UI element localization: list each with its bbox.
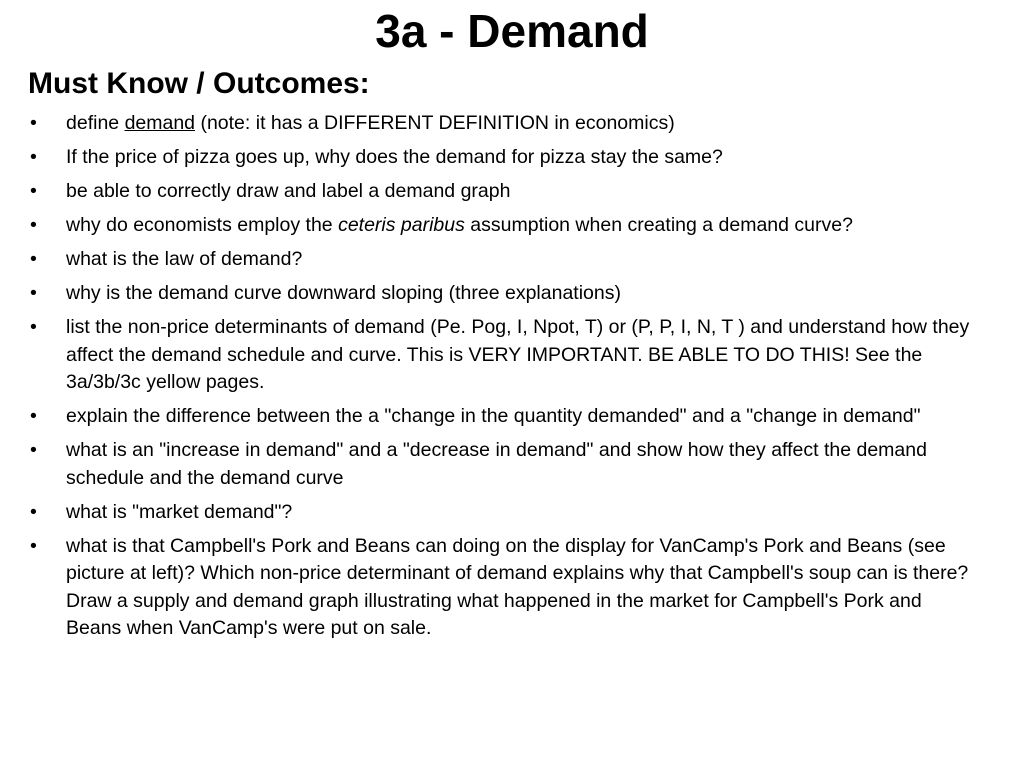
- bullet-icon: •: [30, 146, 37, 168]
- outcomes-list: [28, 110, 978, 649]
- bullet-icon: •: [30, 248, 37, 270]
- bullet-icon: •: [30, 500, 37, 523]
- list-item-text: what is the law of demand?: [66, 248, 303, 270]
- slide-title: 3a - Demand: [375, 5, 649, 57]
- list-item: [28, 144, 978, 172]
- list-item: [28, 178, 978, 206]
- list-item: [28, 403, 978, 431]
- list-item: [28, 499, 978, 527]
- list-item-text: define: [66, 112, 125, 134]
- list-item-text: If the price of pizza goes up, why does the demand for pizza stay the same?: [66, 146, 723, 168]
- list-item-text: what is an "increase in demand" and a "decrease in demand" and show how they affect the demand schedule and the demand curve: [66, 439, 927, 489]
- list-item-text: (note: it has a DIFFERENT DEFINITION in economics): [195, 112, 675, 134]
- list-item-text: why is the demand curve downward sloping (three explanations): [66, 282, 621, 304]
- list-item-text: why do economists employ the: [66, 214, 339, 236]
- list-item: [28, 212, 978, 240]
- list-item-text: explain the difference between the a "change in the quantity demanded" and a "change in demand": [66, 405, 921, 427]
- list-item-text: be able to correctly draw and label a demand graph: [66, 180, 511, 202]
- list-item-text: list the non-price determinants of demand (Pe. Pog, I, Npot, T) or (P, P, I, N, T ) and understand how they affect the demand schedule and curve. This is VERY IMPORTANT. BE ABLE TO DO THIS! See the 3a/3b/3c yellow pages.: [66, 316, 970, 393]
- bullet-icon: •: [30, 214, 37, 236]
- list-item: [28, 533, 978, 643]
- bullet-icon: •: [30, 112, 37, 134]
- list-item: [28, 246, 978, 274]
- bullet-icon: •: [30, 180, 37, 202]
- bullet-icon: •: [30, 439, 37, 461]
- bullet-icon: •: [30, 282, 37, 304]
- list-item: [28, 437, 978, 492]
- bullet-icon: •: [30, 316, 37, 338]
- bullet-icon: •: [30, 405, 37, 427]
- list-item-text: what is that Campbell's Pork and Beans can doing on the display for VanCamp's Pork and Beans (see picture at left)? Which non-price determinant of demand explains why that Campbell's soup can is there? Draw a supply and demand graph illustrating what happened in the market for Campbell's Pork and Beans when VanCamp's were put on sale.: [66, 534, 969, 639]
- list-item: [28, 110, 978, 138]
- list-item-text: assumption when creating a demand curve?: [464, 214, 853, 236]
- italic-term: ceteris paribus: [338, 214, 465, 236]
- list-item: [28, 314, 978, 397]
- list-item-text: what is "market demand"?: [66, 500, 293, 523]
- section-heading: Must Know / Outcomes:: [28, 67, 370, 100]
- list-item: [28, 280, 978, 308]
- bullet-icon: •: [30, 534, 37, 557]
- underlined-term: demand: [124, 112, 196, 134]
